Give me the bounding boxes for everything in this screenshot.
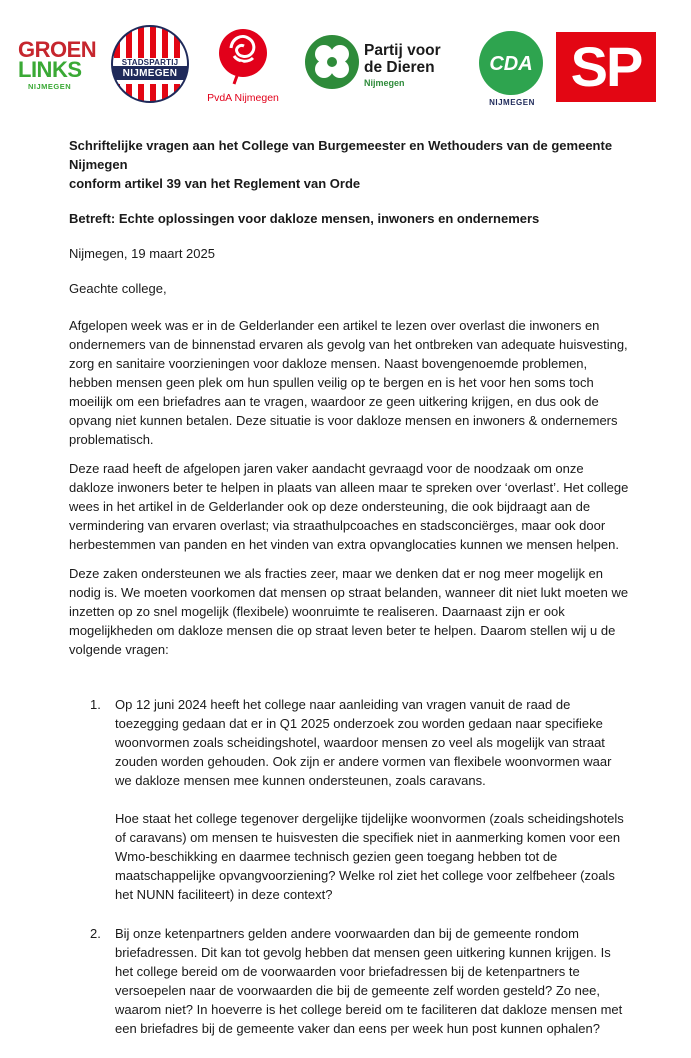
pvdd-logo-line2: de Dieren: [364, 59, 435, 76]
letter-heading: [69, 136, 629, 193]
letter-heading-line1: Schriftelijke vragen aan het College van Burgemeester en Wethouders van de gemeente Nijmegen: [69, 138, 613, 172]
letter-subject: Betreft: Echte oplossingen voor dakloze mensen, inwoners en ondernemers: [69, 211, 540, 226]
question-item: [69, 924, 629, 1038]
rose-icon: [218, 26, 268, 88]
stadspartij-logo: [110, 24, 190, 104]
party-logos: [14, 22, 676, 114]
stadspartij-logo-line2: NIJMEGEN: [122, 68, 178, 79]
paragraph-1: Afgelopen week was er in de Gelderlander een artikel te lezen over overlast die inwoners en ondernemers van de binnenstad ervaren als gevolg van het ontbreken van adequate huisvesting, zorg en sanitaire voorzieningen voor dakloze mensen. Naast bovengenoemde problemen, hebben mensen geen plek om hun spullen veilig op te bergen en is het voor hen soms toch moeilijk om een briefadres aan te vragen, waardoor ze geen uitkering krijgen, en dus ook de opvang niet kunnen betalen. Deze situatie is voor dakloze mensen en inwoners & ondernemers problematisch.: [69, 318, 628, 447]
sp-logo-label: SP: [570, 35, 642, 98]
question-list: [69, 695, 629, 1038]
clover-icon: [304, 34, 360, 90]
paragraph-2: Deze raad heeft de afgelopen jaren vaker aandacht gevraagd voor de noodzaak om onze dakloze inwoners beter te helpen in plaats van alleen maar te spreken over ‘overlast’. Het college wees in het artikel in de Gelderlander ook op deze ondersteuning, die ook bijdraagt aan de vermindering van ervaren overlast; via straathulpcoaches en stadsconciërges, maar ook door herbestemmen van panden en het vinden van extra opvanglocaties kunnen we mensen helpen.: [69, 461, 629, 552]
letter-body: [69, 136, 629, 1058]
question-number: 1.: [90, 697, 101, 712]
cda-logo-city: NIJMEGEN: [489, 98, 535, 107]
letter-date: Nijmegen, 19 maart 2025: [69, 246, 215, 261]
cda-logo: [474, 30, 550, 112]
question-item: [69, 695, 629, 904]
stadspartij-logo-line1: STADSPARTIJ: [121, 58, 179, 67]
cda-emblem-icon: [478, 30, 544, 96]
question-number: 2.: [90, 926, 101, 941]
letter-heading-line2: conform artikel 39 van het Reglement van Orde: [69, 176, 361, 191]
groenlinks-logo: [18, 37, 98, 91]
groenlinks-logo-city: NIJMEGEN: [28, 82, 72, 91]
pvdd-logo-city: Nijmegen: [364, 78, 405, 88]
pvdd-logo: [304, 34, 474, 98]
letter-salutation: Geachte college,: [69, 281, 167, 296]
question-1-text: Op 12 juni 2024 heeft het college naar aanleiding van vragen vanuit de raad de toezegging gedaan dat er in Q1 2025 onderzoek zou worden gedaan naar specifieke woonvormen zoals scheidingshotel, waardoor mensen zo veel als mogelijk van straat zouden worden gehouden. Ook zijn er andere vormen van flexibele woonvormen waar we dakloze mensen mee kunnen ondersteunen, zoals caravans.: [115, 697, 612, 788]
question-2-text: Bij onze ketenpartners gelden andere voorwaarden dan bij de gemeente rondom briefadressen. Dit kan tot gevolg hebben dat mensen geen uitkering kunnen krijgen. Is het college bereid om de voorwaarden voor briefadressen bij de ketenpartners te versoepelen naar de voorwaarden die bij de gemeente zelf worden gesteld? Zo nee, waarom niet? In hoeverre is het college bereid om te faciliteren dat dakloze mensen met een briefadres bij de gemeente vaker dan eens per week hun post kunnen ophalen?: [115, 926, 623, 1036]
groenlinks-logo-line2: LINKS: [18, 57, 82, 82]
question-1-followup: Hoe staat het college tegenover dergelijke tijdelijke woonvormen (zoals scheidingshotels of caravans) om mensen te huisvesten die specifiek niet in aanmerking komen voor een Wmo-beschikking en daarmee technisch gezien geen toegang hebben tot de maatschappelijke opvangvoorziening? Welke rol ziet het college voor zelfbeheer (zoals het NUNN faciliteert) in deze context?: [115, 811, 624, 902]
paragraph-3: Deze zaken ondersteunen we als fracties zeer, maar we denken dat er nog meer mogelijk en nodig is. We moeten voorkomen dat mensen op straat belanden, wanneer dit niet lukt moeten we inzetten op zo snel mogelijk (flexibele) woonruimte te realiseren. Daarnaast zijn er ook mogelijkheden om dakloze mensen die op straat leven beter te helpen. Daarom stellen wij u de volgende vragen:: [69, 566, 629, 657]
pvda-logo-label: PvdA Nijmegen: [207, 92, 279, 104]
pvda-logo: [206, 26, 280, 110]
groenlinks-logo-line1: GROEN: [18, 37, 97, 62]
sp-logo: [556, 32, 656, 102]
pvdd-logo-line1: Partij voor: [364, 42, 441, 59]
cda-emblem-label: CDA: [489, 53, 533, 75]
